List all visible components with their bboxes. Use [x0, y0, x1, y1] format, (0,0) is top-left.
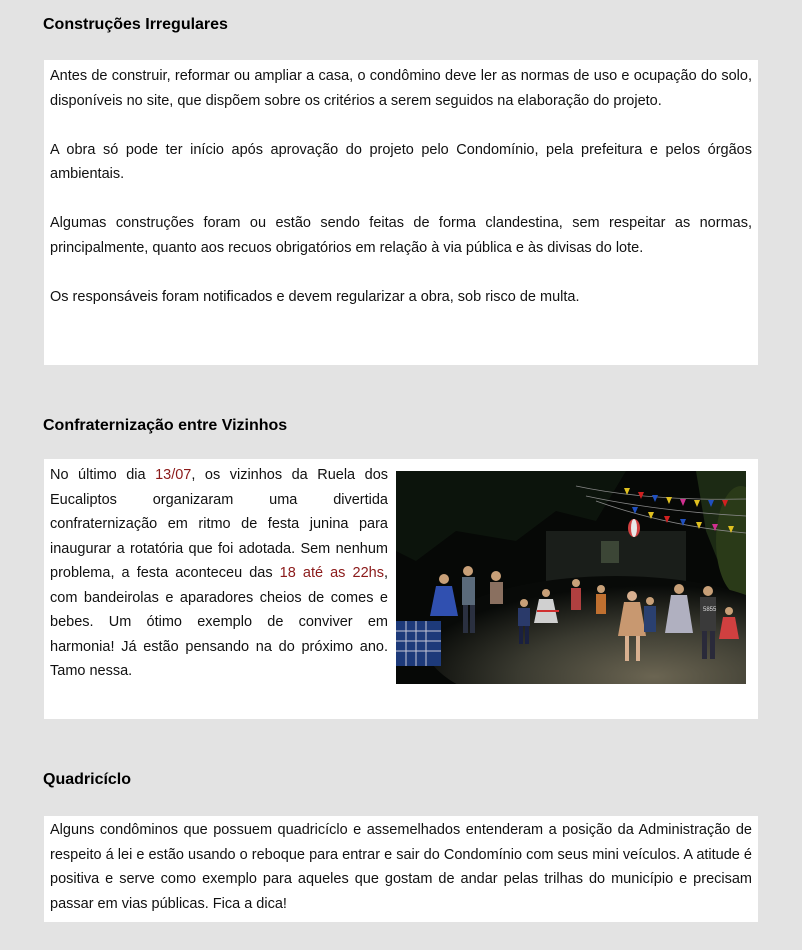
paragraph: A obra só pode ter início após aprovação do projeto pelo Condomínio, pela prefeitura e pelos órgãos ambientais.: [50, 141, 752, 182]
section-box-construcoes: [44, 60, 758, 365]
text-segment: , com bandeirolas e aparadores cheios de comes e bebes. Um ótimo exemplo de conviver em harmonia! Já estão pensando na do próximo ano. Tamo nessa.: [50, 565, 388, 679]
text-segment: No último dia: [50, 467, 156, 483]
festa-junina-photo-illustration: [396, 471, 746, 684]
article-text: [50, 463, 388, 684]
paragraph: Antes de construir, reformar ou ampliar a casa, o condômino deve ler as normas de uso e ocupação do solo, disponíveis no site, que dispõem sobre os critérios a serem seguidos na elaboração do projeto.: [50, 68, 752, 109]
section-box-confraternizacao: [44, 459, 758, 719]
section-title-construcoes: Construções Irregulares: [43, 16, 228, 33]
section-box-quadriciclo: [44, 816, 758, 922]
party-photo: [396, 471, 746, 684]
event-time: 18 até as 22hs: [279, 565, 384, 581]
text-segment: , os vizinhos da Ruela dos Eucaliptos organizaram uma divertida confraternização em ritmo de festa junina para inaugurar a rotatória que foi adotada. Sem nenhum problema, a festa aconteceu das: [50, 467, 389, 581]
paragraph: Alguns condôminos que possuem quadricíclo e assemelhados entenderam a posição da Administração de respeito á lei e estão usando o reboque para entrar e sair do Condomínio com seus mini veículos. A atitude é positiva e serve como exemplo para aqueles que gostam de andar pelas trilhas do município e precisam passar em vias públicas. Fica a dica!: [50, 822, 752, 912]
shirt-number: 5855: [703, 607, 717, 613]
section-title-confraternizacao: Confraternização entre Vizinhos: [43, 417, 288, 434]
section-title-quadriciclo: Quadricíclo: [43, 771, 132, 788]
paragraph: Os responsáveis foram notificados e devem regularizar a obra, sob risco de multa.: [50, 288, 580, 305]
event-date: 13/07: [155, 467, 192, 483]
paragraph: Algumas construções foram ou estão sendo feitas de forma clandestina, sem respeitar as normas, principalmente, quanto aos recuos obrigatórios em relação à via pública e às divisas do lote.: [50, 215, 752, 256]
